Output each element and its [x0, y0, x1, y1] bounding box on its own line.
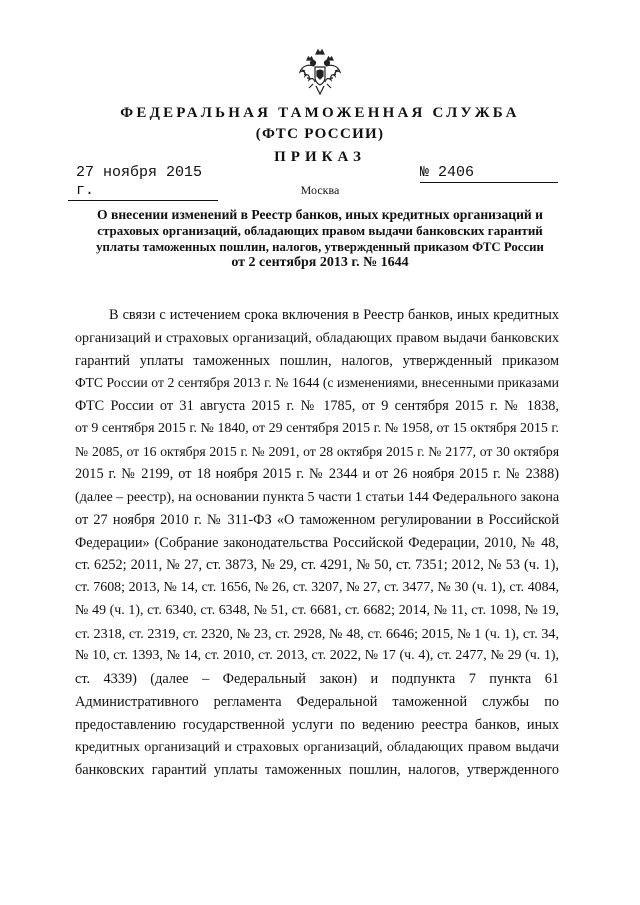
body-line: гарантий уплаты таможенных пошлин, налогов, утвержденный приказом [75, 352, 559, 369]
body-line: ст. 6252; 2011, № 27, ст. 3873, № 29, ст. 4291, № 50, ст. 7351; 2012, № 53 (ч. 1), [75, 557, 559, 574]
body-line: № 49 (ч. 1), ст. 6340, ст. 6348, № 51, ст. 6681, ст. 6682; 2014, № 11, ст. 1098, № 19, [75, 602, 559, 618]
body-line: от 27 ноября 2010 г. № 311-ФЗ «О таможенном регулировании в Российской [75, 511, 559, 528]
body-line: от 9 сентября 2015 г. № 1840, от 29 сентября 2015 г. № 1958, от 15 октября 2015 г. [75, 420, 559, 436]
body-line: Федерации» (Собрание законодательства Российской Федерации, 2010, № 48, [75, 534, 559, 551]
document-type: ПРИКАЗ [274, 149, 366, 165]
body-line: ст. 7608; 2013, № 14, ст. 1656, № 26, ст. 3207, № 27, ст. 3477, № 30 (ч. 1), ст. 4084, [75, 580, 559, 595]
body-line: Административного регламента Федеральной таможенной службы по [75, 693, 559, 710]
body-line: ст. 4339) (далее – Федеральный закон) и подпункта 7 пункта 61 [75, 671, 559, 687]
body-line: 2015 г. № 2199, от 18 ноября 2015 г. № 2344 и от 26 ноября 2015 г. № 2388) [75, 466, 559, 483]
body-line: кредитных организаций и страховых организаций, обладающих правом выдачи [75, 739, 559, 756]
body-line: ФТС России от 31 августа 2015 г. № 1785, от 9 сентября 2015 г. № 1838, [75, 398, 559, 414]
body-line: предоставлению государственной услуги по ведению реестра банков, иных [75, 716, 559, 733]
order-number: № 2406 [420, 164, 558, 183]
agency-name: ФЕДЕРАЛЬНАЯ ТАМОЖЕННАЯ СЛУЖБА [120, 105, 520, 121]
title-line: О внесении изменений в Реестр банков, иных кредитных организаций и [97, 207, 543, 222]
agency-short-name: (ФТС РОССИИ) [255, 126, 385, 142]
body-line: (далее – реестр), на основании пункта 5 части 1 статьи 144 Федерального закона [75, 489, 560, 505]
body-line: В связи с истечением срока включения в Реестр банков, иных кредитных [109, 307, 559, 323]
body-line: № 10, ст. 1393, № 14, ст. 2010, ст. 2013, ст. 2022, № 17 (ч. 4), ст. 2477, № 29 (ч. 1), [75, 648, 559, 664]
document-body [75, 304, 559, 782]
body-line: ФТС России от 2 сентября 2013 г. № 1644 (с изменениями, внесенными приказами [75, 375, 559, 391]
title-line: страховых организаций, обладающих правом выдачи банковских гарантий [97, 223, 543, 238]
body-line: организаций и страховых организаций, обладающих правом выдачи банковских [75, 329, 559, 346]
coat-of-arms-icon [298, 48, 342, 98]
body-line: № 2085, от 16 октября 2015 г. № 2091, от 28 октября 2015 г. № 2177, от 30 октября [75, 443, 559, 459]
title-line: от 2 сентября 2013 г. № 1644 [231, 255, 409, 270]
title-line: уплаты таможенных пошлин, налогов, утвержденный приказом ФТС России [96, 240, 544, 254]
body-line: банковских гарантий уплаты таможенных пошлин, налогов, утвержденного [75, 762, 559, 778]
body-line: ст. 2318, ст. 2319, ст. 2320, № 23, ст. 2928, № 48, ст. 6646; 2015, № 1 (ч. 1), ст. 34, [75, 625, 559, 642]
city: Москва [300, 183, 340, 197]
order-date: 27 ноября 2015 г. [68, 164, 218, 201]
document-title [95, 207, 545, 271]
